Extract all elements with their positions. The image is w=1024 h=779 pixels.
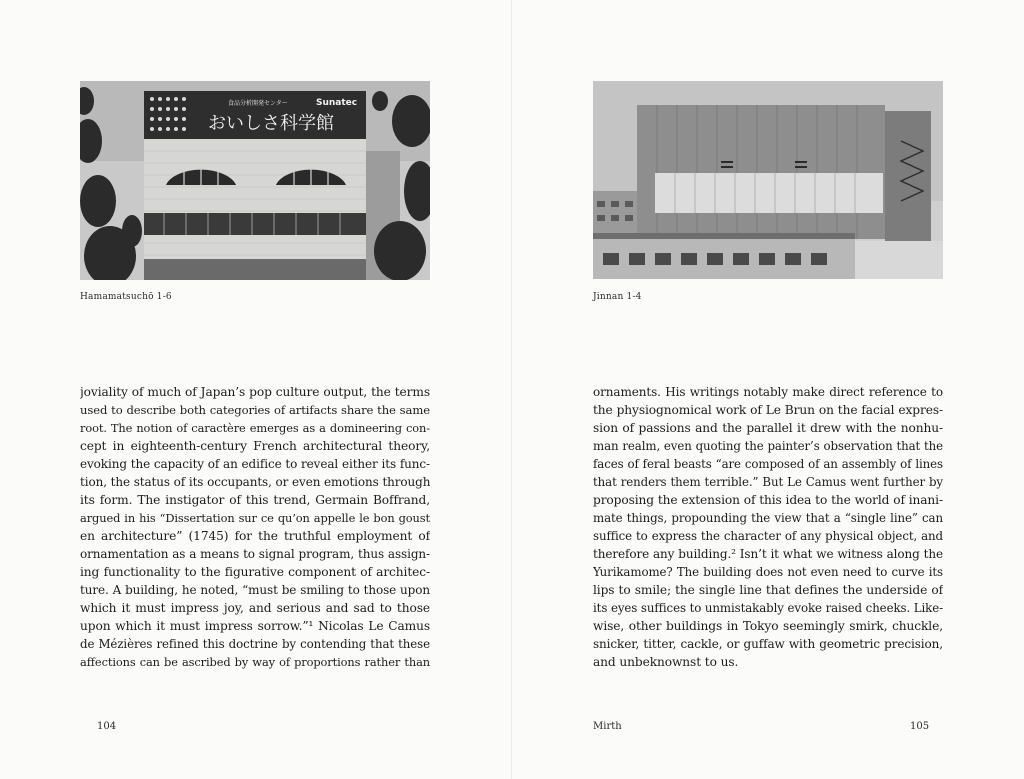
text-line: its eyes suffices to unmistakably evoke raised cheeks. Like- — [593, 601, 943, 615]
text-line: used to describe both categories of artifacts share the same — [80, 403, 430, 417]
text-line: lips to smile; the single line that defines the underside of — [593, 583, 943, 597]
text-line: man realm, even quoting the painter’s observation that the — [593, 439, 943, 453]
text-line: and unbeknownst to us. — [593, 655, 739, 669]
text-line: Yurikamome? The building does not even need to curve its — [593, 565, 943, 579]
photo-jinnan — [593, 81, 943, 279]
text-line: ture. A building, he noted, “must be smiling to those upon — [80, 583, 430, 597]
photo-hamamatsucho — [80, 81, 430, 280]
text-line: tion, the status of its occupants, or even emotions through — [80, 475, 430, 489]
text-line: that renders them terrible.” But Le Camus went further by — [593, 475, 943, 489]
text-line: wise, other buildings in Tokyo seemingly smirk, chuckle, — [593, 619, 943, 633]
text-line: cept in eighteenth-century French architectural theory, — [80, 439, 430, 453]
text-line: ornaments. His writings notably make direct reference to — [593, 385, 943, 399]
right-photo-caption: Jinnan 1-4 — [593, 292, 642, 302]
text-line: its form. The instigator of this trend, Germain Boffrand, — [80, 493, 430, 507]
text-line: suffice to express the character of any physical object, and — [593, 529, 943, 543]
text-line: proposing the extension of this idea to the world of inani- — [593, 493, 943, 507]
left-photo-caption: Hamamatsuchō 1-6 — [80, 292, 172, 302]
text-line: joviality of much of Japan’s pop culture output, the terms — [80, 385, 430, 399]
book-gutter — [511, 0, 512, 779]
right-page-number: 105 — [910, 721, 930, 732]
right-body-text — [593, 383, 943, 671]
text-line: sion of passions and the parallel it drew with the nonhu- — [593, 421, 943, 435]
building-smiling-eyes-image — [80, 81, 430, 280]
text-line: de Mézières refined this doctrine by contending that these — [80, 637, 430, 651]
text-line: snicker, titter, cackle, or guffaw with geometric precision, — [593, 637, 943, 651]
text-line: which it must impress joy, and serious and sad to those — [80, 601, 430, 615]
text-line: root. The notion of caractère emerges as a domineering con- — [80, 421, 430, 435]
building-facade-image — [593, 81, 943, 279]
text-line: ornamentation as a means to signal program, thus assign- — [80, 547, 430, 561]
left-body-text — [80, 383, 430, 671]
running-head: Mirth — [593, 721, 622, 732]
sign-small-text: 食品分析開発センター — [228, 100, 288, 107]
text-line: argued in his “Dissertation sur ce qu’on appelle le bon goust — [80, 511, 430, 525]
text-line: evoking the capacity of an edifice to reveal either its func- — [80, 457, 430, 471]
left-page-number: 104 — [97, 721, 117, 732]
text-line: en architecture” (1745) for the truthful employment of — [80, 529, 430, 543]
text-line: mate things, propounding the view that a “single line” can — [593, 511, 943, 525]
sign-main-text: おいしさ科学館 — [208, 113, 334, 134]
text-line: the physiognomical work of Le Brun on the facial expres- — [593, 403, 943, 417]
text-line: affections can be ascribed by way of proportions rather than — [80, 655, 430, 669]
text-line: faces of feral beasts “are composed of an assembly of lines — [593, 457, 943, 471]
sign-brand-text: Sunatec — [316, 98, 358, 108]
text-line: upon which it must impress sorrow.”¹ Nicolas Le Camus — [80, 619, 430, 633]
text-line: ing functionality to the figurative component of architec- — [80, 565, 430, 579]
text-line: therefore any building.² Isn’t it what we witness along the — [593, 547, 943, 561]
